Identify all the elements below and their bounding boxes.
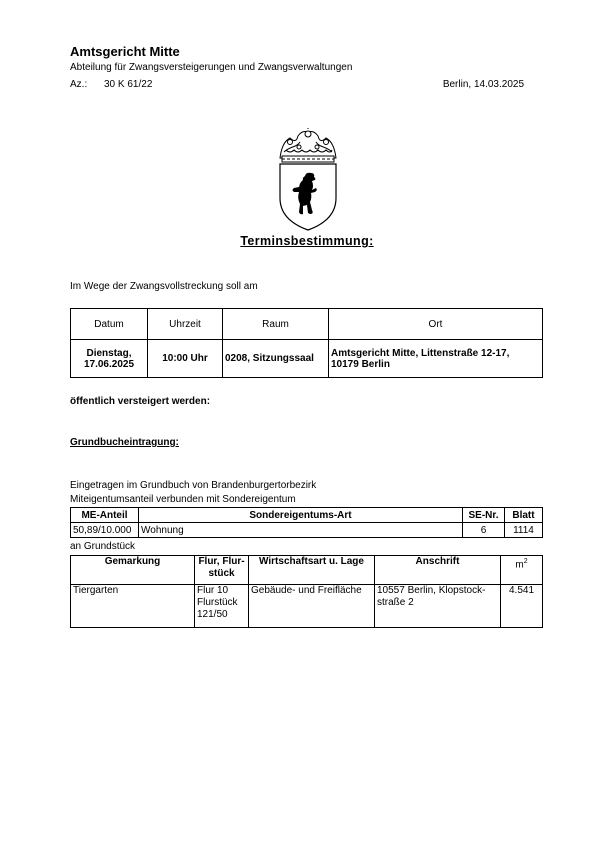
document-title: Terminsbestimmung: [240,234,374,248]
sheet-value: 1114 [505,523,543,538]
co-ownership-table [70,507,543,538]
appointment-table [70,308,543,378]
header-parcel-line2: stück [208,568,235,579]
header-se-number: SE-Nr. [463,508,505,523]
registered-text: Eingetragen im Grundbuch von Brandenburgertorbezirk [70,480,317,491]
header-parcel [195,556,249,585]
address-line1: 10557 Berlin, Klopstock- [377,585,486,596]
section-heading: Grundbucheintragung: [70,437,179,448]
court-name: Amtsgericht Mitte [70,44,180,59]
address-line2: straße 2 [377,597,414,608]
ownership-type-value: Wohnung [139,523,463,538]
auction-statement: öffentlich versteigert werden: [70,396,211,407]
plot-label: an Grundstück [70,541,136,552]
parcel-label: Flurstück [197,597,238,608]
appointment-time: 10:00 Uhr [148,340,223,378]
appointment-weekday: Dienstag, [86,347,132,359]
share-value: 50,89/10.000 [71,523,139,538]
co-ownership-text: Miteigentumsanteil verbunden mit Sondereigentum [70,494,296,505]
parcel-flur: Flur 10 [197,585,229,596]
parcel-value [195,585,249,628]
case-number-label: Az.: [70,79,88,90]
intro-text: Im Wege der Zwangsvollstreckung soll am [70,281,258,292]
header-time: Uhrzeit [148,309,223,340]
appointment-room: 0208, Sitzungssaal [223,340,329,378]
header-share: ME-Anteil [71,508,139,523]
plot-table [70,555,543,628]
case-number: 30 K 61/22 [104,79,153,90]
department: Abteilung für Zwangsversteigerungen und Zwangsverwaltungen [70,62,353,73]
header-place: Ort [329,309,543,340]
header-area [501,556,543,585]
appointment-day: 17.06.2025 [83,358,135,370]
header-land-use: Wirtschaftsart u. Lage [249,556,375,585]
se-number-value: 6 [463,523,505,538]
header-address: Anschrift [375,556,501,585]
area-unit-exponent: 2 [523,558,528,565]
parcel-number: 121/50 [197,609,228,620]
header-room: Raum [223,309,329,340]
area-value: 4.541 [501,585,543,628]
berlin-coat-of-arms-icon [272,128,344,232]
place-date: Berlin, 14.03.2025 [442,79,524,90]
header-ownership-type: Sondereigentums-Art [139,508,463,523]
appointment-place-line1: Amtsgericht Mitte, Littenstraße 12-17, [331,347,510,359]
area-unit: m [515,559,524,571]
appointment-place-line2: 10179 Berlin [331,358,390,370]
header-gemarkung: Gemarkung [71,556,195,585]
address-value [375,585,501,628]
header-parcel-line1: Flur, Flur- [198,556,245,567]
header-date: Datum [71,309,148,340]
header-sheet: Blatt [505,508,543,523]
gemarkung-value: Tiergarten [71,585,195,628]
land-use-value: Gebäude- und Freifläche [249,585,375,628]
appointment-date [71,340,148,378]
appointment-place [329,340,543,378]
